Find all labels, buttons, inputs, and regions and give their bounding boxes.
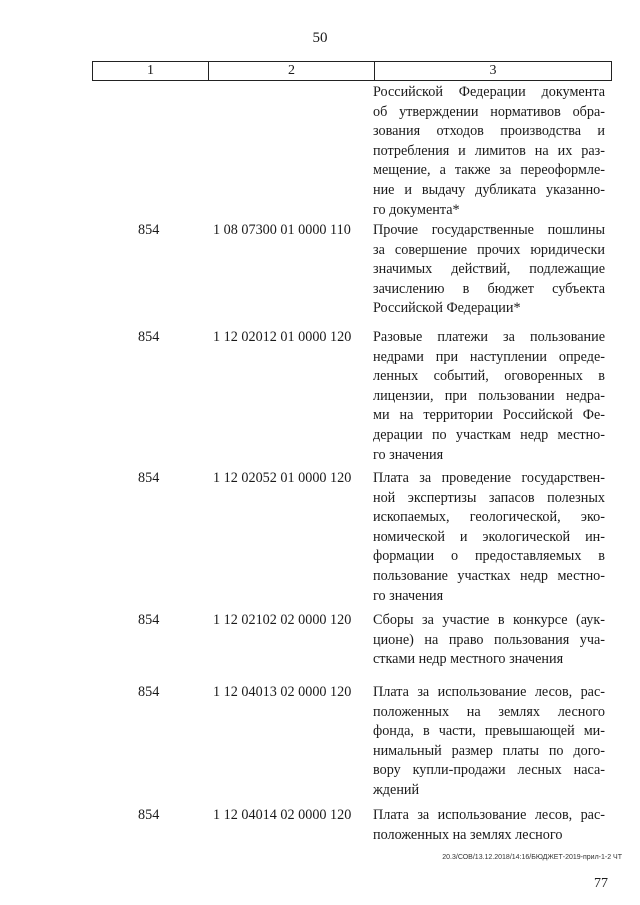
description-line: вору купли-продажи лесных наса-: [373, 762, 605, 779]
table-header-col-3: 3: [489, 63, 497, 78]
description-line: ждений: [373, 781, 420, 798]
budget-classification-code-cell: 1 12 04014 02 0000 120: [213, 807, 352, 823]
table-header: [92, 61, 612, 81]
description-line: го значения: [373, 446, 444, 463]
description-line: номической и экологической ин-: [373, 528, 605, 545]
description-line: положенных на землях лесного: [373, 826, 563, 843]
description-line: фонда, в части, превышающей ми-: [373, 723, 605, 740]
admin-code-cell: 854: [138, 329, 160, 345]
admin-code-cell: 854: [138, 470, 160, 486]
description-line: Разовые платежи за пользование: [373, 329, 605, 345]
description-line: ной экспертизы запасов полезных: [373, 489, 605, 506]
revenue-description-cell: [373, 221, 605, 319]
description-line: го значения: [373, 587, 444, 604]
revenue-description-cell: [373, 806, 605, 845]
document-footer-code: 20.3/СОВ/13.12.2018/14:16/БЮДЖЕТ-2019-прил-1-2 ЧТ: [442, 854, 622, 861]
revenue-description-cell: [373, 83, 605, 220]
description-line: зачислению в бюджет субъекта: [373, 280, 605, 297]
revenue-description-cell: [373, 611, 605, 670]
description-line: Российской Федерации*: [373, 300, 521, 317]
description-line: зования отходов производства и: [373, 123, 605, 140]
description-line: го документа*: [373, 201, 460, 218]
description-line: Плата за проведение государствен-: [373, 470, 605, 486]
description-line: Плата за использование лесов, рас-: [373, 684, 605, 700]
page-number-top: 50: [312, 30, 328, 46]
table-header-col-1: 1: [93, 62, 209, 80]
description-line: ми на территории Российской Фе-: [373, 407, 605, 424]
description-line: стками недр местного значения: [373, 651, 564, 668]
description-line: за совершение прочих юридически: [373, 241, 605, 258]
description-line: нимальный размер платы по дого-: [373, 742, 605, 759]
description-line: ние и выдачу дубликата указанно-: [373, 181, 605, 198]
admin-code-cell: 854: [138, 684, 160, 700]
budget-classification-code-cell: 1 12 02012 01 0000 120: [213, 329, 352, 345]
page-number-bottom: 77: [594, 876, 608, 891]
budget-classification-code-cell: 1 08 07300 01 0000 110: [213, 222, 351, 238]
description-line: Прочие государственные пошлины: [373, 222, 605, 238]
description-line: формации о предоставляемых в: [373, 548, 605, 565]
revenue-description-cell: [373, 683, 605, 801]
description-line: Российской Федерации документа: [373, 84, 605, 100]
description-line: мещение, а также за переоформле-: [373, 162, 605, 179]
table-header-col-2: 2: [209, 62, 375, 80]
admin-code-cell: 854: [138, 807, 160, 823]
description-line: об утверждении нормативов обра-: [373, 103, 605, 120]
description-line: пользование участках недр местно-: [373, 567, 605, 584]
description-line: значимых действий, подлежащие: [373, 261, 605, 278]
revenue-description-cell: [373, 469, 605, 606]
description-line: Плата за использование лесов, рас-: [373, 807, 605, 823]
revenue-description-cell: [373, 328, 605, 465]
admin-code-cell: 854: [138, 222, 160, 238]
budget-classification-code-cell: 1 12 04013 02 0000 120: [213, 684, 352, 700]
description-line: ленных событий, оговоренных в: [373, 368, 605, 385]
description-line: ископаемых, геологической, эко-: [373, 509, 605, 526]
description-line: положенных на землях лесного: [373, 703, 605, 720]
description-line: недрами при наступлении опреде-: [373, 348, 605, 365]
description-line: потребления и лимитов на их раз-: [373, 142, 605, 159]
budget-classification-code-cell: 1 12 02052 01 0000 120: [213, 470, 352, 486]
description-line: лицензии, при пользовании недра-: [373, 387, 605, 404]
budget-classification-code-cell: 1 12 02102 02 0000 120: [213, 612, 352, 628]
description-line: Сборы за участие в конкурсе (аук-: [373, 612, 605, 628]
admin-code-cell: 854: [138, 612, 160, 628]
description-line: дерации по участкам недр местно-: [373, 426, 605, 443]
description-line: ционе) на право пользования уча-: [373, 631, 605, 648]
